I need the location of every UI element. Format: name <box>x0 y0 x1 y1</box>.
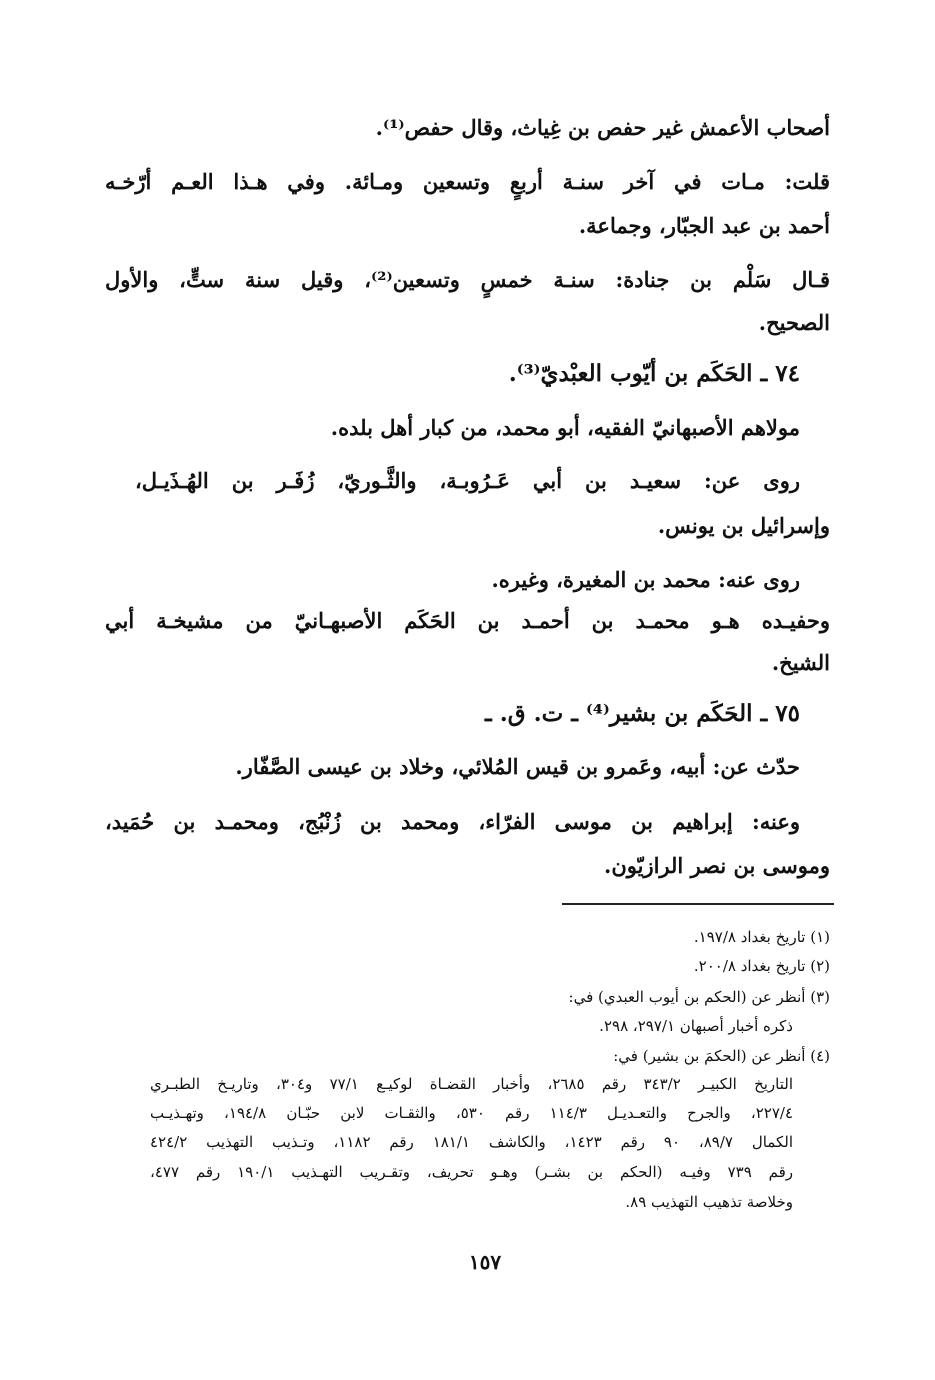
page-number: ١٥٧ <box>468 1250 502 1274</box>
footnote-separator <box>562 903 834 905</box>
footnote: (١) تاريخ بغداد ١٩٧/٨. <box>693 928 830 946</box>
footnote: (٣) أنظر عن (الحكم بن أيوب العبدي) في: <box>568 988 830 1006</box>
text-line: روى عنه: محمد بن المغيرة، وغيره. <box>491 567 800 592</box>
text-line: قـال سَلْم بن جنادة: سنـة خمسٍ وتسعين⁽²⁾، وقيل سنة ستٍّ، والأول <box>105 267 830 292</box>
text-line: أصحاب الأعمش غير حفص بن غِياث، وقال حفص⁽¹⁾. <box>375 115 830 140</box>
footnote: التاريخ الكبيـر ٣٤٣/٢ رقم ٢٦٨٥، وأخبار القضـاة لوكيـع ٧٧/١ و٣٠٤، وتاريـخ الطبـري <box>150 1075 794 1093</box>
text-line: حدّث عن: أبيه، وعَمرو بن قيس المُلائي، وخلاد بن عيسى الصَّفّار. <box>235 754 800 779</box>
entry-heading-74: ٧٤ ـ الحَكَم بن أيّوب العبْديّ⁽³⁾. <box>508 360 800 387</box>
text-line: وحفيـده هـو محمـد بن أحمـد بن الحَكَم الأصبهـانيّ من مشيخـة أبي <box>105 608 830 633</box>
text-line: وإسرائيل بن يونس. <box>657 513 830 538</box>
text-line: الشيخ. <box>771 650 830 675</box>
footnote: رقم ٧٣٩ وفيـه (الحكم بن بشـر) وهـو تحريف، وتقـريب التهـذيب ١٩٠/١ رقم ٤٧٧، <box>150 1163 793 1181</box>
text-line: وعنه: إبراهيم بن موسى الفرّاء، ومحمد بن زُنْبُج، ومحمـد بن حُمَيد، <box>105 809 800 834</box>
text-line: وموسى بن نصر الرازيّون. <box>604 853 830 878</box>
footnote: ٢٢٧/٤، والجرح والتعـديـل ١١٤/٣ رقم ٥٣٠، والثقـات لابن حبّـان ١٩٤/٨، وتهـذيـب <box>150 1104 794 1122</box>
entry-heading-75: ٧٥ ـ الحَكَم بن بشير⁽⁴⁾ ـ ت. ق. ـ <box>484 700 800 727</box>
text-line: روى عن: سعيـد بن أبي عَـرُوبـة، والثَّـوريّ، زُفَـر بن الهُـذَيـل، <box>135 468 800 493</box>
text-line: قلت: مـات في آخر سنـة أربعٍ وتسعين ومـائة. وفي هـذا العـم أرّخـه <box>105 169 830 194</box>
footnote: (٤) أنظر عن (الحكمَ بن بشير) في: <box>613 1047 830 1065</box>
footnote: ذكره أخبار أصبهان ٢٩٧/١، ٢٩٨. <box>599 1017 793 1035</box>
footnote: الكمال ٨٩/٧، ٩٠ رقم ١٤٢٣، والكاشف ١٨١/١ رقم ١١٨٢، وتـذيب التهذيب ٤٢٤/٢ <box>150 1133 794 1151</box>
footnote: (٢) تاريخ بغداد ٢٠٠/٨. <box>693 957 830 975</box>
text-line: مولاهم الأصبهانيّ الفقيه، أبو محمد، من كبار أهل بلده. <box>330 415 800 440</box>
text-line: أحمد بن عبد الجبّار، وجماعة. <box>578 213 830 238</box>
footnote: وخلاصة تذهيب التهذيب ٨٩. <box>625 1193 793 1211</box>
text-line: الصحيح. <box>758 310 830 335</box>
